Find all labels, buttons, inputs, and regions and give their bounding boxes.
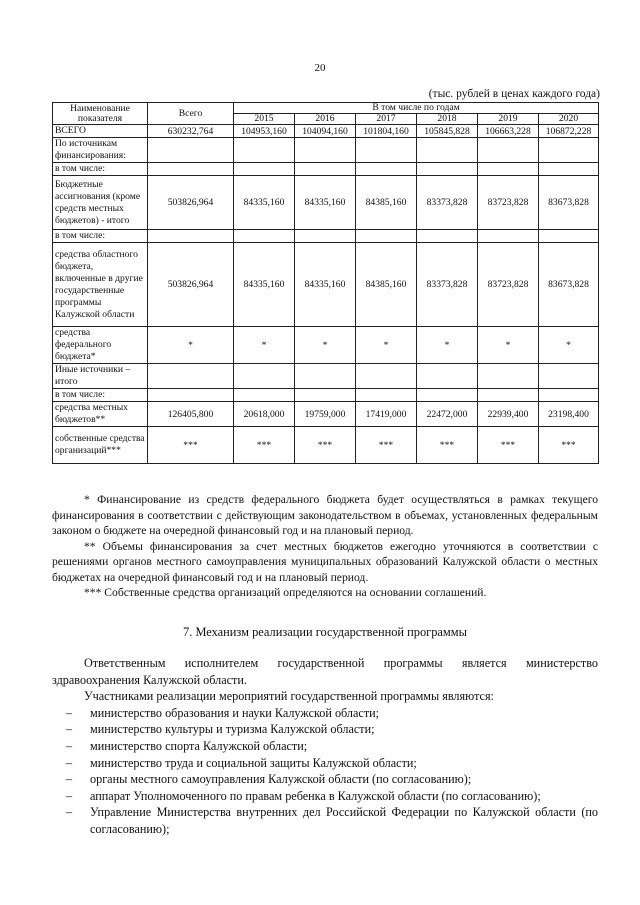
table-row bbox=[53, 364, 599, 389]
footnote-own-funds: *** Собственные средства организаций определяются на основании соглашений. bbox=[84, 586, 487, 599]
row-year-value bbox=[356, 364, 417, 389]
row-year-value bbox=[478, 230, 539, 243]
row-label: в том числе: bbox=[53, 163, 148, 176]
row-year-value: * bbox=[417, 327, 478, 364]
header-year: 2016 bbox=[295, 114, 356, 125]
row-year-value: 105845,828 bbox=[417, 125, 478, 138]
table-row bbox=[53, 389, 599, 402]
row-label: Иные источники – итого bbox=[53, 364, 148, 389]
table-row bbox=[53, 402, 599, 427]
header-year: 2018 bbox=[417, 114, 478, 125]
list-dash: – bbox=[66, 805, 73, 820]
financing-table bbox=[52, 102, 599, 464]
footnote-local: ** Объемы финансирования за счет местных бюджетов ежегодно уточняются в соответствии с решениями органов местного самоуправления муниципальных образований Калужской области о местных бюджетах на очередной финансовый год и на плановый период. bbox=[52, 539, 598, 584]
row-label: в том числе: bbox=[53, 230, 148, 243]
row-year-value: * bbox=[234, 327, 295, 364]
row-year-value bbox=[234, 389, 295, 402]
row-year-value: 83723,828 bbox=[478, 176, 539, 230]
row-year-value: 84335,160 bbox=[234, 176, 295, 230]
row-year-value bbox=[295, 389, 356, 402]
row-total: * bbox=[148, 327, 234, 364]
row-year-value bbox=[417, 389, 478, 402]
row-year-value bbox=[539, 230, 599, 243]
row-year-value: *** bbox=[417, 427, 478, 464]
row-label: средства местных бюджетов** bbox=[53, 402, 148, 427]
row-year-value: 83673,828 bbox=[539, 176, 599, 230]
header-year: 2015 bbox=[234, 114, 295, 125]
row-label: ВСЕГО bbox=[53, 125, 148, 138]
row-year-value bbox=[478, 389, 539, 402]
row-year-value: * bbox=[478, 327, 539, 364]
list-item-text: аппарат Уполномоченного по правам ребенка в Калужской области (по согласованию); bbox=[90, 788, 541, 803]
table-row bbox=[53, 138, 599, 163]
row-year-value bbox=[234, 364, 295, 389]
row-label: средства областного бюджета, включенные в другие государственные программы Калужской области bbox=[53, 243, 148, 327]
header-total: Всего bbox=[148, 103, 234, 125]
paragraph-responsible: Ответственным исполнителем государственной программы является министерство здравоохранения Калужской области. bbox=[52, 656, 598, 687]
row-year-value bbox=[539, 163, 599, 176]
header-name: Наименование показателя bbox=[53, 103, 148, 125]
row-year-value: *** bbox=[478, 427, 539, 464]
row-year-value bbox=[417, 364, 478, 389]
row-year-value bbox=[234, 230, 295, 243]
row-label: Бюджетные ассигнования (кроме средств местных бюджетов) - итого bbox=[53, 176, 148, 230]
row-year-value bbox=[234, 138, 295, 163]
row-year-value: 84335,160 bbox=[295, 176, 356, 230]
row-year-value: 17419,000 bbox=[356, 402, 417, 427]
row-year-value bbox=[478, 163, 539, 176]
row-year-value bbox=[295, 230, 356, 243]
row-label: собственные средства организаций*** bbox=[53, 427, 148, 464]
header-by-years: В том числе по годам bbox=[234, 103, 599, 114]
row-year-value bbox=[295, 364, 356, 389]
row-year-value bbox=[478, 138, 539, 163]
row-year-value: 83373,828 bbox=[417, 176, 478, 230]
row-total bbox=[148, 230, 234, 243]
row-year-value bbox=[417, 138, 478, 163]
units-note: (тыс. рублей в ценах каждого года) bbox=[428, 88, 600, 100]
row-total bbox=[148, 389, 234, 402]
row-year-value bbox=[295, 138, 356, 163]
row-total: 630232,764 bbox=[148, 125, 234, 138]
row-total: 503826,964 bbox=[148, 176, 234, 230]
table-row bbox=[53, 230, 599, 243]
row-year-value bbox=[417, 163, 478, 176]
row-year-value: * bbox=[356, 327, 417, 364]
row-label: По источникам финансирования: bbox=[53, 138, 148, 163]
list-dash: – bbox=[66, 755, 73, 770]
row-year-value: *** bbox=[234, 427, 295, 464]
row-total: *** bbox=[148, 427, 234, 464]
row-total bbox=[148, 138, 234, 163]
row-year-value: 19759,000 bbox=[295, 402, 356, 427]
header-year: 2017 bbox=[356, 114, 417, 125]
list-item-text: органы местного самоуправления Калужской области (по согласованию); bbox=[90, 772, 472, 787]
row-label: в том числе: bbox=[53, 389, 148, 402]
row-year-value: * bbox=[295, 327, 356, 364]
table-row bbox=[53, 427, 599, 464]
row-year-value: 20618,000 bbox=[234, 402, 295, 427]
list-item bbox=[52, 771, 598, 788]
participants-list bbox=[52, 705, 598, 838]
section-body bbox=[52, 655, 598, 838]
list-item bbox=[52, 705, 598, 722]
row-year-value: 101804,160 bbox=[356, 125, 417, 138]
row-year-value: 106663,228 bbox=[478, 125, 539, 138]
row-year-value bbox=[539, 138, 599, 163]
row-year-value: 84335,160 bbox=[234, 243, 295, 327]
row-year-value: * bbox=[539, 327, 599, 364]
list-item-text: министерство образования и науки Калужской области; bbox=[90, 705, 380, 720]
section-title: 7. Механизм реализации государственной программы bbox=[183, 625, 467, 639]
page-number: 20 bbox=[314, 62, 326, 74]
table-row bbox=[53, 176, 599, 230]
row-year-value bbox=[234, 163, 295, 176]
row-year-value: 106872,228 bbox=[539, 125, 599, 138]
list-item-text: министерство культуры и туризма Калужской области; bbox=[90, 722, 375, 737]
list-item-text: министерство спорта Калужской области; bbox=[90, 738, 308, 753]
row-year-value bbox=[356, 389, 417, 402]
row-year-value bbox=[356, 230, 417, 243]
table-row bbox=[53, 327, 599, 364]
table-row bbox=[53, 243, 599, 327]
list-item bbox=[52, 755, 598, 772]
row-year-value bbox=[356, 163, 417, 176]
list-item bbox=[52, 721, 598, 738]
list-dash: – bbox=[66, 722, 73, 737]
table-row bbox=[53, 125, 599, 138]
row-year-value: 83673,828 bbox=[539, 243, 599, 327]
list-dash: – bbox=[66, 788, 73, 803]
row-year-value bbox=[478, 364, 539, 389]
header-year: 2019 bbox=[478, 114, 539, 125]
row-year-value: 83723,828 bbox=[478, 243, 539, 327]
row-year-value bbox=[539, 364, 599, 389]
paragraph-participants: Участниками реализации мероприятий государственной программы являются: bbox=[84, 689, 494, 704]
footnotes bbox=[52, 492, 598, 601]
row-year-value: 84385,160 bbox=[356, 176, 417, 230]
row-year-value: 84385,160 bbox=[356, 243, 417, 327]
list-item bbox=[52, 738, 598, 755]
row-total bbox=[148, 364, 234, 389]
row-year-value bbox=[356, 138, 417, 163]
row-total: 503826,964 bbox=[148, 243, 234, 327]
list-item bbox=[52, 804, 598, 837]
list-item bbox=[52, 788, 598, 805]
table-row bbox=[53, 163, 599, 176]
row-year-value: 104953,160 bbox=[234, 125, 295, 138]
list-item-text: министерство труда и социальной защиты Калужской области; bbox=[90, 755, 417, 770]
row-year-value: *** bbox=[295, 427, 356, 464]
footnote-federal: * Финансирование из средств федерального бюджета будет осуществляться в рамках текущего финансирования в соответствии с действующим законодательством в объемах, установленных федеральным законом о бюджете на очередной финансовый год и на плановый период. bbox=[52, 493, 598, 537]
row-year-value bbox=[417, 230, 478, 243]
row-total: 126405,800 bbox=[148, 402, 234, 427]
row-total bbox=[148, 163, 234, 176]
row-year-value: *** bbox=[539, 427, 599, 464]
list-item-text: Управление Министерства внутренних дел Российской Федерации по Калужской области (по согласованию); bbox=[90, 805, 598, 836]
row-year-value bbox=[539, 389, 599, 402]
list-dash: – bbox=[66, 738, 73, 753]
list-dash: – bbox=[66, 772, 73, 787]
row-year-value: 23198,400 bbox=[539, 402, 599, 427]
row-year-value bbox=[295, 163, 356, 176]
row-label: средства федерального бюджета* bbox=[53, 327, 148, 364]
row-year-value: 84335,160 bbox=[295, 243, 356, 327]
row-year-value: 22939,400 bbox=[478, 402, 539, 427]
row-year-value: 104094,160 bbox=[295, 125, 356, 138]
row-year-value: 83373,828 bbox=[417, 243, 478, 327]
header-year: 2020 bbox=[539, 114, 599, 125]
row-year-value: 22472,000 bbox=[417, 402, 478, 427]
list-dash: – bbox=[66, 705, 73, 720]
row-year-value: *** bbox=[356, 427, 417, 464]
